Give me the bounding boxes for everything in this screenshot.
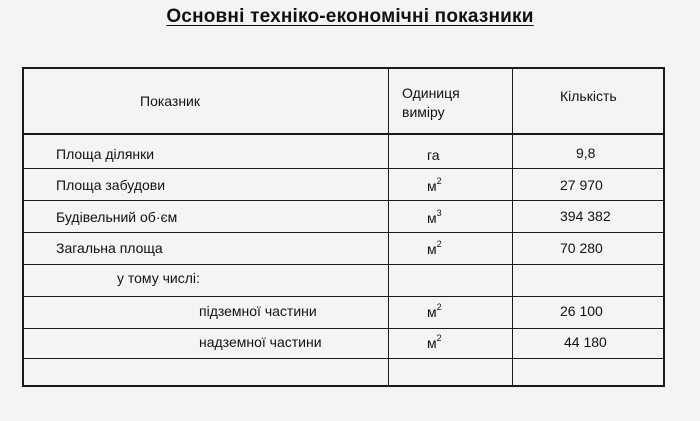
- row-divider: [24, 232, 663, 233]
- row-quantity: 27 970: [560, 177, 603, 193]
- row-divider: [24, 296, 663, 297]
- row-divider: [24, 168, 663, 169]
- header-indicator: Показник: [140, 93, 201, 109]
- row-unit: $м^2$: [427, 302, 442, 320]
- row-indicator: Будівельний об·єм: [56, 209, 178, 225]
- row-quantity: 394 382: [560, 208, 611, 224]
- row-quantity: 26 100: [560, 303, 603, 319]
- row-unit: га: [427, 147, 440, 163]
- row-unit: $м^2$: [427, 176, 442, 194]
- header-quantity: Кількість: [560, 88, 617, 104]
- page-title: Основні техніко-економічні показники: [166, 6, 534, 27]
- row-indicator: Площа ділянки: [56, 146, 155, 162]
- row-indicator: підземної частини: [199, 303, 317, 319]
- row-unit: $м^2$: [427, 239, 442, 257]
- row-quantity: 44 180: [564, 334, 607, 350]
- header-unit-line1: Одиниця: [402, 85, 460, 101]
- header-divider: [24, 133, 663, 135]
- row-quantity: 70 280: [560, 240, 603, 256]
- row-indicator: Загальна площа: [56, 240, 163, 256]
- row-divider: [24, 264, 663, 265]
- row-divider: [24, 200, 663, 201]
- row-quantity: 9,8: [576, 145, 596, 161]
- row-indicator: Площа забудови: [56, 177, 166, 193]
- row-unit: $м^2$: [427, 333, 442, 351]
- column-divider: [388, 69, 389, 385]
- indicators-table: [22, 67, 665, 387]
- column-divider: [512, 69, 513, 385]
- row-divider: [24, 328, 663, 329]
- row-indicator: надземної частини: [199, 334, 322, 350]
- row-divider: [24, 358, 663, 359]
- header-unit-line2: виміру: [402, 104, 445, 120]
- row-indicator: у тому числі:: [117, 270, 200, 286]
- row-unit: $м^3$: [427, 208, 442, 226]
